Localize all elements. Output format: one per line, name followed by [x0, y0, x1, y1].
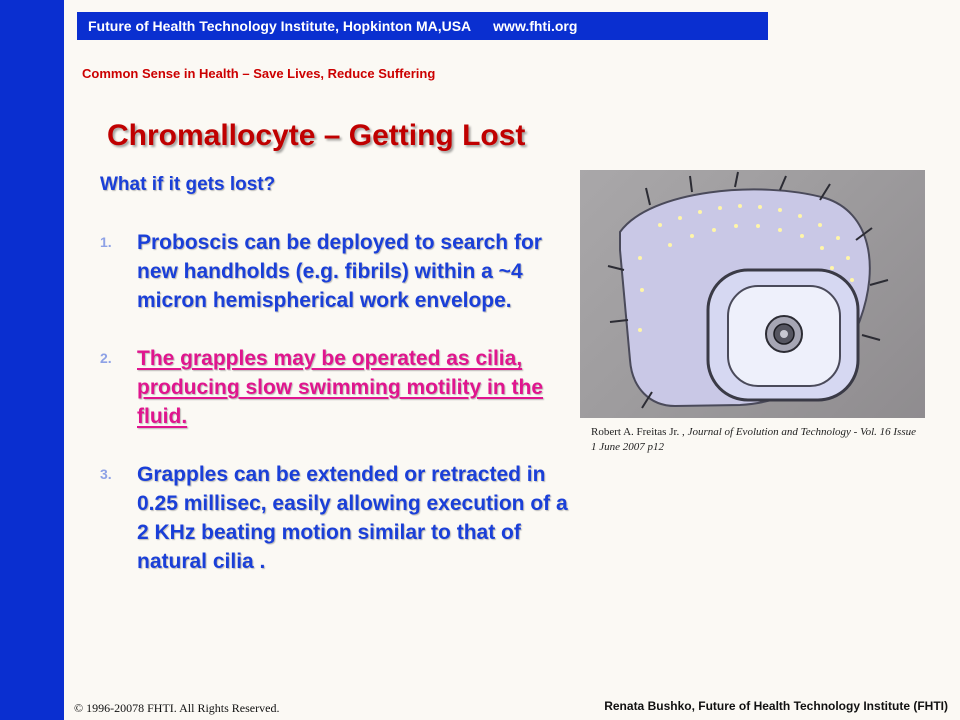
- proboscis-tip: [780, 330, 788, 338]
- header-bar: [77, 12, 768, 40]
- tagline: Common Sense in Health – Save Lives, Reduce Suffering: [82, 66, 436, 81]
- caption-journal: Journal of Evolution and Technology - Vol. 16 Issue 1 June 2007 p12: [591, 426, 916, 453]
- slide-question: What if it gets lost?: [100, 174, 276, 195]
- footer-copyright: © 1996-20078 FHTI. All Rights Reserved.: [74, 701, 280, 715]
- bullet-text: Grapples can be extended or retracted in 0.25 millisec, easily allowing execution of a 2 KHz beating motion similar to that of natural cilia .: [137, 463, 568, 573]
- bullet-item-highlighted: [100, 344, 570, 431]
- bullet-list: [100, 228, 570, 605]
- figure-caption: [591, 425, 921, 455]
- caption-author: Robert A. Freitas Jr. ,: [591, 426, 685, 438]
- bullet-item: [100, 228, 570, 315]
- bullet-number: 3.: [100, 466, 112, 482]
- bullet-number: 2.: [100, 350, 112, 366]
- institute-name: Future of Health Technology Institute, Hopkinton MA,USA: [88, 18, 472, 34]
- left-accent-bar: [0, 0, 64, 720]
- footer-author: Renata Bushko, Future of Health Technology Institute (FHTI): [604, 699, 948, 713]
- institute-url[interactable]: www.fhti.org: [493, 18, 578, 34]
- bullet-text: Proboscis can be deployed to search for new handholds (e.g. fibrils) within a ~4 micron hemispherical work envelope.: [137, 231, 542, 312]
- bullet-item: [100, 460, 570, 576]
- chromallocyte-drawing: [580, 170, 925, 418]
- bullet-text: The grapples may be operated as cilia, producing slow swimming motility in the fluid.: [137, 347, 544, 428]
- chromallocyte-illustration: [580, 170, 925, 418]
- bullet-number: 1.: [100, 234, 112, 250]
- slide-title: Chromallocyte – Getting Lost: [107, 119, 526, 152]
